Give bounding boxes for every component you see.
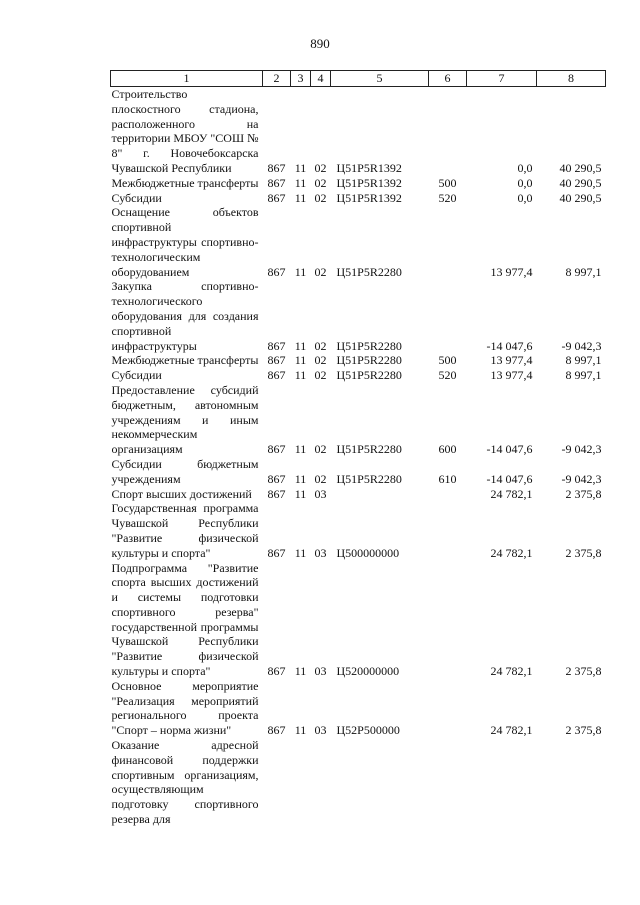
row-target-article: Ц51P5R1392 — [336, 160, 402, 175]
row-name: Субсидии — [111, 368, 162, 383]
row-ministry-code: 867 — [267, 486, 286, 501]
row-subsection: 02 — [314, 175, 327, 190]
row-target-article: Ц51P5R2280 — [336, 442, 402, 457]
row-amount-col7: 0,0 — [517, 160, 533, 175]
row-expense-type — [429, 501, 467, 560]
row-section: 11 — [294, 160, 307, 175]
row-subsection: 02 — [314, 442, 327, 457]
row-name: Государственная программа Чувашской Республики "Развитие физической культуры и спорта" — [111, 501, 259, 560]
row-target-article: Ц500000000 — [336, 545, 400, 560]
row-expense-type: 520 — [438, 368, 457, 383]
row-subsection — [311, 738, 331, 827]
row-name: Предоставление субсидий бюджетным, автономным учреждениям и иным некоммерческим организациям — [111, 382, 259, 457]
header-col-2: 2 — [263, 71, 291, 87]
row-amount-col7: -14 047,6 — [486, 338, 533, 353]
row-subsection: 02 — [314, 338, 327, 353]
row-target-article: Ц51P5R2280 — [336, 264, 402, 279]
table-body — [111, 87, 606, 827]
table-row — [111, 176, 606, 191]
row-section: 11 — [294, 442, 307, 457]
row-amount-col7: 0,0 — [517, 175, 533, 190]
row-expense-type: 500 — [438, 175, 457, 190]
row-target-article: Ц51P5R1392 — [336, 175, 402, 190]
row-section: 11 — [294, 664, 307, 679]
budget-table — [110, 70, 606, 827]
row-amount-col8: -9 042,3 — [561, 471, 602, 486]
header-col-5: 5 — [331, 71, 429, 87]
row-ministry-code: 867 — [267, 368, 286, 383]
row-name: Межбюджетные трансферты — [111, 175, 259, 190]
header-col-3: 3 — [291, 71, 311, 87]
row-ministry-code: 867 — [267, 471, 286, 486]
table-row — [111, 501, 606, 560]
row-expense-type: 520 — [438, 190, 457, 205]
row-amount-col8: -9 042,3 — [561, 442, 602, 457]
table-row — [111, 191, 606, 206]
row-amount-col8 — [537, 738, 606, 827]
table-row — [111, 279, 606, 353]
row-section: 11 — [294, 471, 307, 486]
row-amount-col8: -9 042,3 — [561, 338, 602, 353]
header-col-7: 7 — [467, 71, 537, 87]
row-ministry-code: 867 — [267, 723, 286, 738]
row-amount-col8: 8 997,1 — [565, 368, 602, 383]
row-expense-type — [429, 679, 467, 738]
row-expense-type: 500 — [438, 353, 457, 368]
row-section: 11 — [294, 190, 307, 205]
table-row — [111, 679, 606, 738]
row-subsection: 02 — [314, 471, 327, 486]
row-amount-col7: 24 782,1 — [490, 723, 533, 738]
row-amount-col7: -14 047,6 — [486, 442, 533, 457]
row-amount-col8: 2 375,8 — [565, 723, 602, 738]
row-ministry-code: 867 — [267, 338, 286, 353]
row-name: Подпрограмма "Развитие спорта высших достижений и системы подготовки спортивного резерва" государственной программы Чувашской Республики "Развитие физической культуры и спорта" — [111, 560, 259, 679]
row-expense-type — [429, 738, 467, 827]
row-expense-type: 600 — [438, 442, 457, 457]
row-ministry-code: 867 — [267, 545, 286, 560]
row-amount-col7: 13 977,4 — [490, 353, 533, 368]
row-expense-type — [429, 561, 467, 679]
row-amount-col8: 8 997,1 — [565, 264, 602, 279]
table-row — [111, 353, 606, 368]
row-name: Субсидии бюджетным учреждениям — [111, 456, 259, 486]
row-subsection: 03 — [314, 545, 327, 560]
row-amount-col7 — [467, 738, 537, 827]
row-amount-col7: 24 782,1 — [490, 486, 533, 501]
row-target-article — [331, 487, 429, 502]
row-target-article: Ц51P5R2280 — [336, 368, 402, 383]
row-ministry-code: 867 — [267, 664, 286, 679]
row-name: Межбюджетные трансферты — [111, 353, 259, 368]
row-amount-col8: 2 375,8 — [565, 664, 602, 679]
row-section — [291, 738, 311, 827]
header-col-8: 8 — [537, 71, 606, 87]
table-row — [111, 457, 606, 487]
row-target-article: Ц51P5R2280 — [336, 338, 402, 353]
row-ministry-code: 867 — [267, 264, 286, 279]
row-name: Закупка спортивно-технологического оборудования для создания спортивной инфраструктуры — [111, 279, 259, 353]
table-row — [111, 561, 606, 679]
table-row — [111, 368, 606, 383]
row-amount-col7: 0,0 — [517, 190, 533, 205]
row-amount-col7: 24 782,1 — [490, 545, 533, 560]
row-expense-type — [429, 205, 467, 279]
page-number: 890 — [310, 36, 330, 51]
row-ministry-code: 867 — [267, 175, 286, 190]
row-section: 11 — [294, 338, 307, 353]
row-expense-type — [429, 279, 467, 353]
row-name: Основное мероприятие "Реализация мероприятий регионального проекта "Спорт – норма жизни" — [111, 678, 259, 738]
row-section: 11 — [294, 723, 307, 738]
row-target-article: Ц51P5R2280 — [336, 353, 402, 368]
table-row — [111, 87, 606, 176]
row-subsection: 02 — [314, 160, 327, 175]
row-amount-col8: 40 290,5 — [559, 190, 602, 205]
row-subsection: 03 — [314, 664, 327, 679]
row-amount-col7: -14 047,6 — [486, 471, 533, 486]
table-header-row — [111, 71, 606, 87]
row-section: 11 — [294, 545, 307, 560]
row-expense-type: 610 — [438, 471, 457, 486]
row-name: Субсидии — [111, 190, 162, 205]
row-amount-col8: 40 290,5 — [559, 160, 602, 175]
table-row — [111, 487, 606, 502]
row-section: 11 — [294, 353, 307, 368]
header-col-4: 4 — [311, 71, 331, 87]
row-section: 11 — [294, 264, 307, 279]
row-amount-col8: 40 290,5 — [559, 175, 602, 190]
row-expense-type — [429, 87, 467, 176]
row-subsection: 02 — [314, 368, 327, 383]
row-amount-col8: 2 375,8 — [565, 545, 602, 560]
row-name: Строительство плоскостного стадиона, расположенного на территории МБОУ "СОШ № 8" г. Новочебоксарска Чувашской Республики — [111, 87, 259, 175]
row-ministry-code: 867 — [267, 353, 286, 368]
row-amount-col7: 24 782,1 — [490, 664, 533, 679]
row-amount-col7: 13 977,4 — [490, 368, 533, 383]
row-subsection: 03 — [314, 723, 327, 738]
table-row — [111, 738, 606, 827]
row-target-article: Ц52P500000 — [336, 723, 400, 738]
row-target-article: Ц51P5R2280 — [336, 471, 402, 486]
row-amount-col7: 13 977,4 — [490, 264, 533, 279]
row-subsection: 02 — [314, 264, 327, 279]
row-target-article: Ц51P5R1392 — [336, 190, 402, 205]
row-expense-type — [429, 487, 467, 502]
row-section: 11 — [294, 486, 307, 501]
header-col-6: 6 — [429, 71, 467, 87]
row-subsection: 03 — [314, 486, 327, 501]
row-section: 11 — [294, 175, 307, 190]
row-section: 11 — [294, 368, 307, 383]
row-name: Оказание адресной финансовой поддержки спортивным организациям, осуществляющим подготовку спортивного резерва для — [111, 738, 259, 827]
row-subsection: 02 — [314, 190, 327, 205]
row-ministry-code: 867 — [267, 190, 286, 205]
row-ministry-code: 867 — [267, 160, 286, 175]
row-ministry-code — [263, 738, 291, 827]
row-name: Оснащение объектов спортивной инфраструктуры спортивно-технологическим оборудованием — [111, 205, 259, 279]
row-target-article — [331, 738, 429, 827]
row-target-article: Ц520000000 — [336, 664, 400, 679]
row-name: Спорт высших достижений — [111, 486, 252, 501]
row-amount-col8: 8 997,1 — [565, 353, 602, 368]
row-ministry-code: 867 — [267, 442, 286, 457]
header-col-1: 1 — [111, 71, 263, 87]
row-subsection: 02 — [314, 353, 327, 368]
table-row — [111, 383, 606, 457]
table-row — [111, 205, 606, 279]
row-amount-col8: 2 375,8 — [565, 486, 602, 501]
